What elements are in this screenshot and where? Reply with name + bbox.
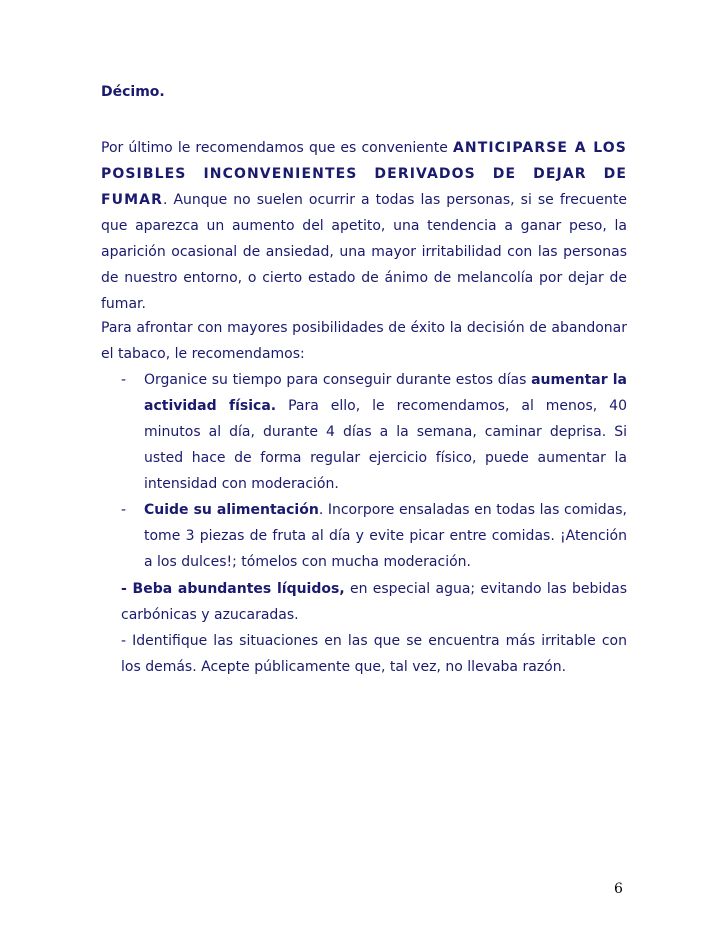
list-item-text: Para ello, le recomendamos, al menos, 40 minutos al día, durante 4 días a la semana, caminar deprisa. Si usted hace de forma regular ejercicio físico, puede aumentar la intensidad con moderación. bbox=[144, 398, 627, 492]
intro-body: Aunque no suelen ocurrir a todas las personas, si se frecuente que aparezca un aumento del apetito, una tendencia a ganar peso, la aparición ocasional de ansiedad, una mayor irritabilidad con las personas de nuestro entorno, o cierto estado de ánimo de melancolía por dejar de fumar. bbox=[101, 192, 627, 312]
list-dash: - bbox=[121, 502, 127, 518]
list-item bbox=[121, 367, 627, 497]
recommendation-intro: Para afrontar con mayores posibilidades de éxito la decisión de abandonar el tabaco, le recomendamos: bbox=[101, 320, 627, 362]
list-item-emphasis: Cuide su alimentación bbox=[144, 502, 319, 518]
list-item bbox=[121, 497, 627, 575]
intro-paragraph bbox=[101, 135, 627, 317]
page-number: 6 bbox=[614, 881, 623, 897]
list-item bbox=[121, 576, 627, 628]
section-heading: Décimo. bbox=[101, 84, 165, 100]
list-item-emphasis: aumentar la actividad física. bbox=[144, 372, 627, 414]
list-item-text: Organice su tiempo para conseguir durante estos días bbox=[144, 372, 532, 388]
list-item-emphasis: - Beba abundantes líquidos, bbox=[121, 581, 345, 597]
list-item: - Identifique las situaciones en las que se encuentra más irritable con los demás. Acepte públicamente que, tal vez, no llevaba razón. bbox=[121, 633, 627, 675]
intro-lead-emphasis: ANTICIPARSE A LOS POSIBLES INCONVENIENTES DERIVADOS DE DEJAR DE FUMAR bbox=[101, 140, 627, 208]
intro-lead-end: . bbox=[162, 192, 168, 208]
list-dash: - bbox=[121, 372, 127, 388]
list-item-text: . Incorpore ensaladas en todas las comidas, tome 3 piezas de fruta al día y evite picar entre comidas. ¡Atención a los dulces!; tómelos con mucha moderación. bbox=[144, 502, 627, 570]
intro-lead: Por último le recomendamos que es conveniente bbox=[101, 140, 453, 156]
list-item-text: en especial agua; evitando las bebidas carbónicas y azucaradas. bbox=[121, 581, 628, 623]
